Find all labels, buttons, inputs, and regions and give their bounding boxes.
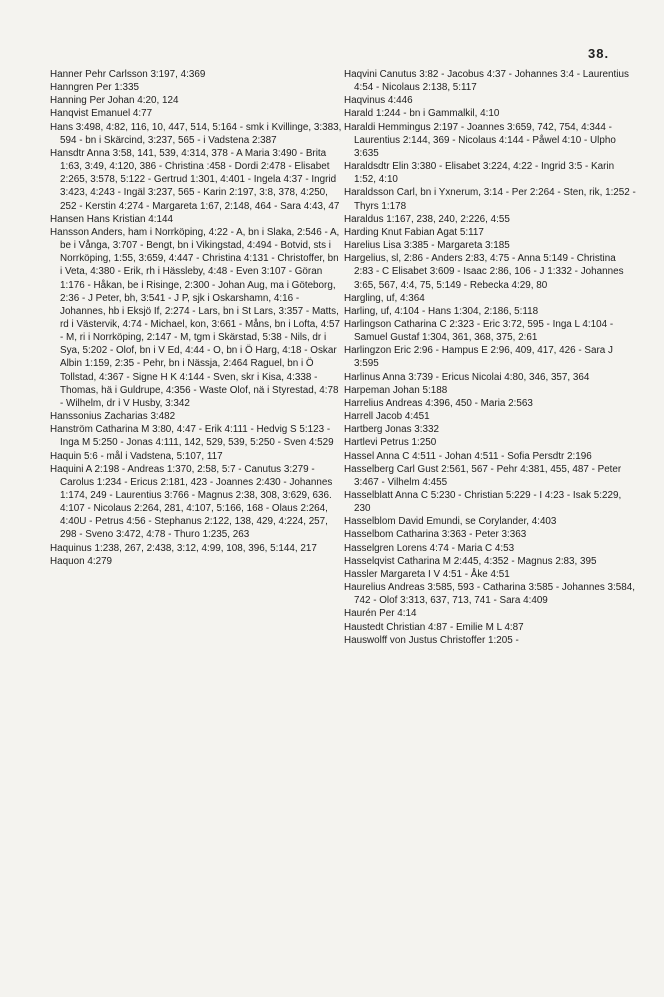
index-entry: Harding Knut Fabian Agat 5:117 (344, 226, 484, 238)
index-entry: Haustedt Christian 4:87 - Emilie M L 4:87 (344, 621, 524, 633)
index-entry: Hanning Per Johan 4:20, 124 (50, 95, 179, 107)
index-entry: Haquinus 1:238, 267, 2:438, 3:12, 4:99, 108, 396, 5:144, 217 (50, 542, 317, 554)
index-entry: Haurelius Andreas 3:585, 593 - Catharina 3:585 - Johannes 3:584, 742 - Olof 3:313, 637, 713, 741 - Sara 4:409 (344, 582, 635, 607)
index-entry: Hasselberg Carl Gust 2:561, 567 - Pehr 4:381, 455, 487 - Peter 3:467 - Vilhelm 4:455 (344, 463, 622, 488)
index-entry: Hartlevi Petrus 1:250 (344, 437, 437, 449)
index-entry: Hassel Anna C 4:511 - Johan 4:511 - Sofia Persdtr 2:196 (344, 450, 592, 462)
index-entry: Haraldi Hemmingus 2:197 - Joannes 3:659, 742, 754, 4:344 - Laurentius 2:144, 369 - Nicolaus 4:144 - Påwel 4:10 - Ulpho 3:635 (344, 121, 616, 159)
index-entry: Hauswolff von Justus Christoffer 1:205 - (344, 634, 519, 646)
index-entry: Harlingson Catharina C 2:323 - Eric 3:72, 595 - Inga L 4:104 - Samuel Gustaf 1:304, 361, 368, 375, 2:61 (344, 318, 614, 344)
index-entry: Hasselblom David Emundi, se Corylander, 4:403 (344, 516, 557, 528)
index-entry: Harlinus Anna 3:739 - Ericus Nicolai 4:80, 346, 357, 364 (344, 371, 590, 383)
index-column-left (50, 68, 342, 568)
index-entry: Harrell Jacob 4:451 (344, 411, 430, 423)
index-entry: Harpeman Johan 5:188 (344, 384, 448, 396)
index-entry: Hasselblatt Anna C 5:230 - Christian 5:229 - I 4:23 - Isak 5:229, 230 (344, 490, 622, 515)
index-column-right (344, 68, 636, 647)
index-entry: Hans 3:498, 4:82, 116, 10, 447, 514, 5:164 - smk i Kvillinge, 3:383, 594 - bn i Skärcind, 3:237, 565 - i Vadstena 2:387 (50, 121, 342, 146)
index-entry: Hanner Pehr Carlsson 3:197, 4:369 (50, 69, 206, 80)
index-entry: Haraldsdtr Elin 3:380 - Elisabet 3:224, 4:22 - Ingrid 3:5 - Karin 1:52, 4:10 (344, 161, 615, 186)
index-entry: Haquin 5:6 - mål i Vadstena, 5:107, 117 (50, 450, 223, 462)
index-entry: Hanngren Per 1:335 (50, 82, 139, 94)
index-entry: Hasselgren Lorens 4:74 - Maria C 4:53 (344, 542, 515, 554)
index-entry: Hargelius, sl, 2:86 - Anders 2:83, 4:75 - Anna 5:149 - Christina 2:83 - C Elisabet 3:609 - Isaac 2:86, 106 - J 1:332 - Johannes 3:65, 567, 4:4, 75, 5:149 - Rebecka 4:29, 80 (344, 253, 624, 291)
index-entry: Harlingzon Eric 2:96 - Hampus E 2:96, 409, 417, 426 - Sara J 3:595 (344, 345, 613, 370)
index-entry: Haquini A 2:198 - Andreas 1:370, 2:58, 5:7 - Canutus 3:279 - Carolus 1:234 - Ericus 2:181, 423 - Joannes 2:430 - Johannes 1:174, 249 - Laurentius 3:766 - Magnus 2:38, 308, 3:629, 636. 4:107 - Nicolaus 2:264, 281, 4:107, 5:166, 168 - Olaus 2:264, 4:40U - Petrus 4:56 - Stephanus 2:122, 138, 429, 4:224, 257, 298 - Sveno 3:472, 4:78 - Thuro 1:235, 263 (50, 463, 333, 541)
index-entry: Hansen Hans Kristian 4:144 (50, 213, 173, 225)
index-entry: Hasselqvist Catharina M 2:445, 4:352 - Magnus 2:83, 395 (344, 555, 597, 567)
index-entry: Haurén Per 4:14 (344, 608, 417, 620)
index-entry: Hasselbom Catharina 3:363 - Peter 3:363 (344, 529, 527, 541)
index-entry: Haqvinus 4:446 (344, 95, 413, 107)
index-entry: Hanström Catharina M 3:80, 4:47 - Erik 4:111 - Hedvig S 5:123 - Inga M 5:250 - Jonas 4:111, 142, 529, 539, 5:250 - Sven 4:529 (50, 424, 334, 449)
index-entry: Hassler Margareta I V 4:51 - Åke 4:51 (344, 568, 510, 580)
index-entry: Haraldus 1:167, 238, 240, 2:226, 4:55 (344, 213, 510, 225)
page-number: 38. (588, 46, 610, 61)
index-entry: Hansdtr Anna 3:58, 141, 539, 4:314, 378 - A Maria 3:490 - Brita 1:63, 3:49, 4:120, 386 - Christina :458 - Dordi 2:478 - Elisabet 2:265, 3:578, 5:122 - Gertrud 1:301, 4:401 - Ingela 4:37 - Ingrid 3:423, 4:243 - Ingäl 3:237, 565 - Karin 2:197, 3:8, 378, 4:250, 252 - Kerstin 4:274 - Margareta 1:67, 2:148, 464 - Sara 4:43, 47 (50, 147, 340, 212)
index-entry: Haraldsson Carl, bn i Yxnerum, 3:14 - Per 2:264 - Sten, rik, 1:252 - Thyrs 1:178 (344, 187, 636, 212)
index-entry: Haqvini Canutus 3:82 - Jacobus 4:37 - Johannes 3:4 - Laurentius 4:54 - Nicolaus 2:138, 5:117 (344, 69, 629, 94)
index-entry: Harrelius Andreas 4:396, 450 - Maria 2:563 (344, 397, 533, 409)
index-entry: Hartberg Jonas 3:332 (344, 424, 439, 436)
index-entry: Hanqvist Emanuel 4:77 (50, 108, 153, 120)
index-entry: Harelius Lisa 3:385 - Margareta 3:185 (344, 240, 510, 252)
index-entry: Hanssonius Zacharias 3:482 (50, 411, 176, 423)
index-entry: Hansson Anders, ham i Norrköping, 4:22 - A, bn i Slaka, 2:546 - A, be i Vånga, 3:707 - Bengt, bn i Vikingstad, 4:494 - Botvid, sts i Norrköping, 1:55, 3:659, 4:447 - Christina 4:131 - Christoffer, bn i Veta, 4:380 - Erik, rh i Hässleby, 4:48 - Even 3:107 - Göran 1:176 - Håkan, be i Risinge, 2:300 - Johan Aug, ma i Göteborg, 2:36 - J Peter, bh, 3:541 - J P, sjk i Oskarshamn, 4:16 - Johannes, hb i Eksjö If, 2:274 - Lars, bn i St Lars, 3:357 - Matts, rd i Västervik, 4:74 - Michael, kon, 3:661 - Måns, bn i Lofta, 4:57 - M, ri i Norrköping, 2:147 - M, tgm i Skärstad, 5:38 - Nils, dr i Sya, 5:202 - Olof, bn i V Ed, 4:44 - O, bn i Ö Harg, 4:18 - Oskar Albin 1:159, 2:35 - Pehr, bn i Nässja, 2:464 Raguel, bn i Ö Tollstad, 4:367 - Signe H K 4:144 - Sven, skr i Kisa, 4:338 - Thomas, hä i Guldrupe, 4:356 - Waste Olof, nä i Styrestad, 4:78 - Wilhelm, dr i V Husby, 3:342 (50, 226, 340, 409)
index-entry: Harald 1:244 - bn i Gammalkil, 4:10 (344, 108, 500, 120)
index-entry: Harling, uf, 4:104 - Hans 1:304, 2:186, 5:118 (344, 305, 539, 317)
index-entry: Hargling, uf, 4:364 (344, 292, 425, 304)
index-entry: Haquon 4:279 (50, 555, 113, 567)
